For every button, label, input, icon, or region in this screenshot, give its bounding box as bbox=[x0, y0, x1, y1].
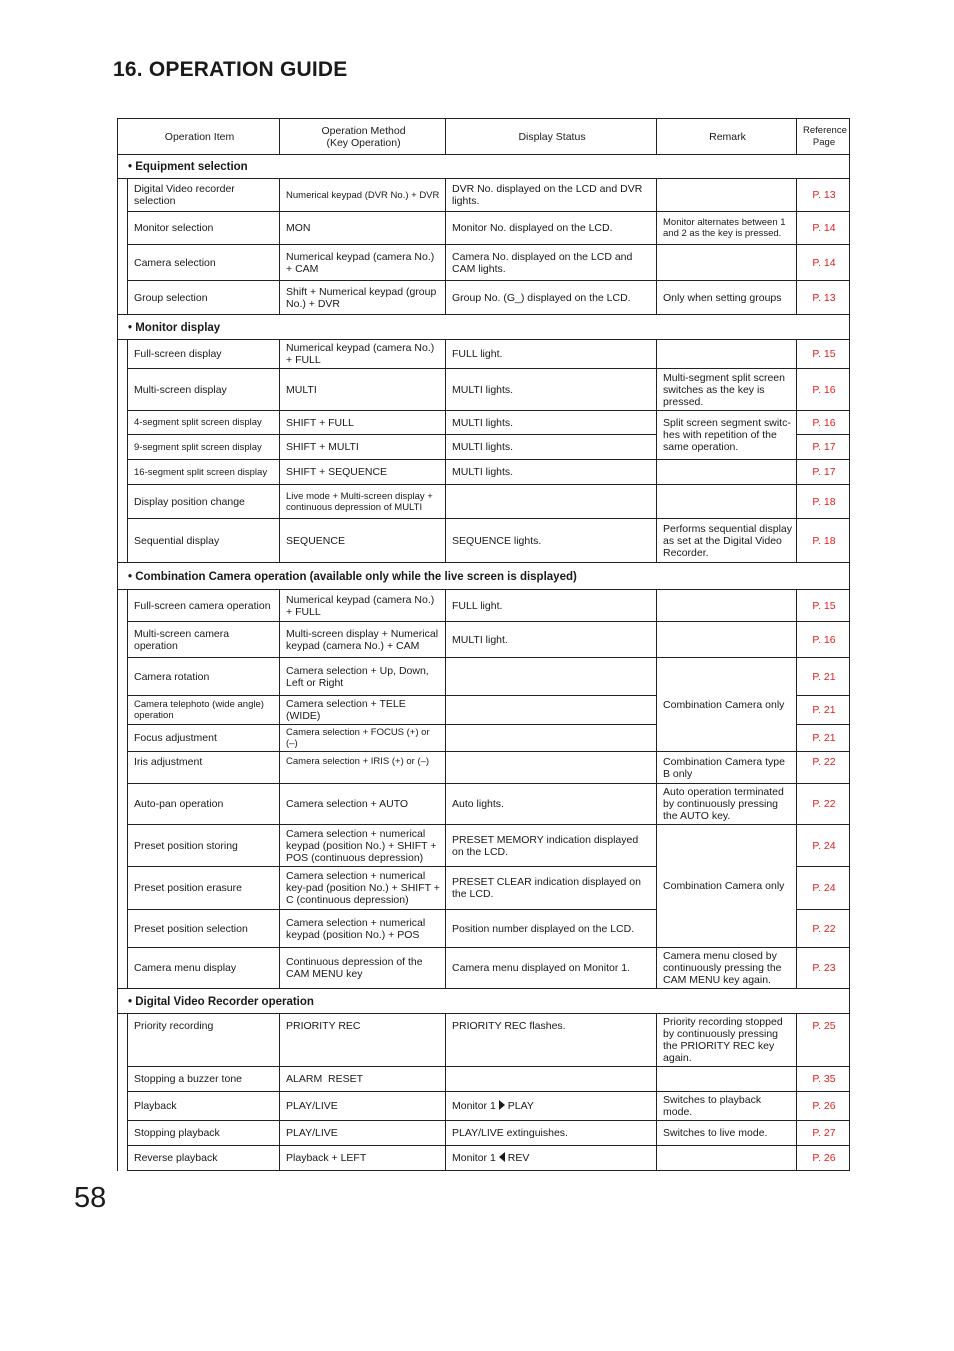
remark: Combination Camera type B only bbox=[657, 752, 797, 784]
remark bbox=[657, 1146, 797, 1171]
table-row bbox=[118, 1014, 850, 1067]
operation-method: Camera selection + FOCUS (+) or (–) bbox=[280, 725, 446, 752]
remark bbox=[657, 485, 797, 519]
reference-page: P. 26 bbox=[797, 1146, 850, 1171]
page-title: 16. OPERATION GUIDE bbox=[113, 58, 348, 81]
indent-gutter bbox=[118, 1014, 128, 1171]
operation-method: Multi-screen display + Numerical keypad (camera No.) + CAM bbox=[280, 622, 446, 658]
indent-gutter bbox=[118, 179, 128, 315]
operation-item: Priority recording bbox=[128, 1014, 280, 1067]
display-status: PRIORITY REC flashes. bbox=[446, 1014, 657, 1067]
display-status: Monitor No. displayed on the LCD. bbox=[446, 212, 657, 245]
display-status: Camera No. displayed on the LCD and CAM lights. bbox=[446, 245, 657, 281]
operation-method: Camera selection + Up, Down, Left or Right bbox=[280, 658, 446, 696]
display-status: Auto lights. bbox=[446, 784, 657, 825]
display-status bbox=[446, 658, 657, 696]
reference-page: P. 17 bbox=[797, 435, 850, 460]
remark bbox=[657, 340, 797, 369]
operation-method: Camera selection + TELE (WIDE) bbox=[280, 696, 446, 725]
table-row bbox=[118, 411, 850, 435]
section-combination-camera-operation: • Combination Camera operation (available only while the live screen is displayed) bbox=[118, 563, 850, 590]
remark: Switches to playback mode. bbox=[657, 1092, 797, 1121]
operation-item: Camera rotation bbox=[128, 658, 280, 696]
status-mode-label: REV bbox=[507, 1152, 530, 1164]
display-status: Position number displayed on the LCD. bbox=[446, 910, 657, 948]
display-status bbox=[446, 1146, 657, 1171]
remark: Multi-segment split screen switches as the key is pressed. bbox=[657, 369, 797, 411]
operation-method: Playback + LEFT bbox=[280, 1146, 446, 1171]
table-row bbox=[118, 1092, 850, 1121]
operation-method: Camera selection + numerical key-pad (position No.) + SHIFT + C (continuous depression) bbox=[280, 867, 446, 910]
operation-item: Group selection bbox=[128, 281, 280, 315]
section-digital-video-recorder-operation: • Digital Video Recorder operation bbox=[118, 989, 850, 1014]
operation-item: Camera selection bbox=[128, 245, 280, 281]
section-row bbox=[118, 315, 850, 340]
operation-item: Iris adjustment bbox=[128, 752, 280, 784]
display-status bbox=[446, 752, 657, 784]
display-status: PLAY/LIVE extinguishes. bbox=[446, 1121, 657, 1146]
remark: Combination Camera only bbox=[657, 658, 797, 752]
operation-method: MON bbox=[280, 212, 446, 245]
operation-method: Shift + Numerical keypad (group No.) + DVR bbox=[280, 281, 446, 315]
display-status bbox=[446, 485, 657, 519]
remark: Performs sequential display as set at the Digital Video Recorder. bbox=[657, 519, 797, 563]
display-status bbox=[446, 725, 657, 752]
table-row bbox=[118, 590, 850, 622]
display-status bbox=[446, 1067, 657, 1092]
table-row bbox=[118, 1067, 850, 1092]
display-status: MULTI lights. bbox=[446, 435, 657, 460]
status-monitor-label: Monitor 1 bbox=[452, 1100, 496, 1112]
triangle-right-icon bbox=[499, 1100, 505, 1110]
operation-method: Numerical keypad (camera No.) + FULL bbox=[280, 340, 446, 369]
operation-method: Live mode + Multi-screen display + continuous depression of MULTI bbox=[280, 485, 446, 519]
table-row bbox=[118, 281, 850, 315]
operation-method: Numerical keypad (camera No.) + FULL bbox=[280, 590, 446, 622]
reference-page: P. 23 bbox=[797, 948, 850, 989]
reference-page: P. 22 bbox=[797, 752, 850, 784]
reference-page: P. 13 bbox=[797, 179, 850, 212]
table-row bbox=[118, 340, 850, 369]
display-status bbox=[446, 696, 657, 725]
remark: Switches to live mode. bbox=[657, 1121, 797, 1146]
table-row bbox=[118, 658, 850, 696]
operation-item: Camera telephoto (wide angle) operation bbox=[128, 696, 280, 725]
operation-item: Focus adjustment bbox=[128, 725, 280, 752]
display-status: MULTI lights. bbox=[446, 369, 657, 411]
reference-page: P. 21 bbox=[797, 696, 850, 725]
operation-method: Camera selection + IRIS (+) or (–) bbox=[280, 752, 446, 784]
remark: Split screen segment switc-hes with repetition of the same operation. bbox=[657, 411, 797, 460]
operation-item: Auto-pan operation bbox=[128, 784, 280, 825]
remark: Combination Camera only bbox=[657, 825, 797, 948]
remark: Only when setting groups bbox=[657, 281, 797, 315]
operation-item: Stopping playback bbox=[128, 1121, 280, 1146]
operation-method: Camera selection + AUTO bbox=[280, 784, 446, 825]
reference-page: P. 18 bbox=[797, 485, 850, 519]
remark: Camera menu closed by continuously pressing the CAM MENU key again. bbox=[657, 948, 797, 989]
display-status: Group No. (G_) displayed on the LCD. bbox=[446, 281, 657, 315]
display-status: PRESET MEMORY indication displayed on the LCD. bbox=[446, 825, 657, 867]
table-row bbox=[118, 179, 850, 212]
display-status bbox=[446, 1092, 657, 1121]
operation-method: PLAY/LIVE bbox=[280, 1121, 446, 1146]
operation-item: Reverse playback bbox=[128, 1146, 280, 1171]
table-row bbox=[118, 948, 850, 989]
table-row bbox=[118, 485, 850, 519]
reference-page: P. 16 bbox=[797, 369, 850, 411]
indent-gutter bbox=[118, 590, 128, 989]
display-status: FULL light. bbox=[446, 340, 657, 369]
display-status: MULTI lights. bbox=[446, 460, 657, 485]
remark bbox=[657, 179, 797, 212]
reference-page: P. 14 bbox=[797, 212, 850, 245]
operation-method: MULTI bbox=[280, 369, 446, 411]
header-operation-item: Operation Item bbox=[118, 119, 280, 155]
display-status: MULTI light. bbox=[446, 622, 657, 658]
reference-page: P. 14 bbox=[797, 245, 850, 281]
header-remark: Remark bbox=[657, 119, 797, 155]
table-row bbox=[118, 752, 850, 784]
page-number: 58 bbox=[74, 1182, 107, 1214]
reference-page: P. 27 bbox=[797, 1121, 850, 1146]
reference-page: P. 21 bbox=[797, 658, 850, 696]
reference-page: P. 13 bbox=[797, 281, 850, 315]
indent-gutter bbox=[118, 340, 128, 563]
section-row bbox=[118, 563, 850, 590]
reference-page: P. 24 bbox=[797, 825, 850, 867]
table-row bbox=[118, 1146, 850, 1171]
operation-method: Camera selection + numerical keypad (position No.) + SHIFT + POS (continuous depression) bbox=[280, 825, 446, 867]
reference-page: P. 22 bbox=[797, 784, 850, 825]
operation-guide-table bbox=[117, 118, 850, 1171]
operation-item: Preset position selection bbox=[128, 910, 280, 948]
operation-item: Preset position storing bbox=[128, 825, 280, 867]
triangle-left-icon bbox=[499, 1152, 505, 1162]
operation-method: Numerical keypad (DVR No.) + DVR bbox=[280, 179, 446, 212]
display-status: DVR No. displayed on the LCD and DVR lights. bbox=[446, 179, 657, 212]
display-status: Camera menu displayed on Monitor 1. bbox=[446, 948, 657, 989]
reference-page: P. 21 bbox=[797, 725, 850, 752]
remark bbox=[657, 1067, 797, 1092]
operation-item: Digital Video recorder selection bbox=[128, 179, 280, 212]
reference-page: P. 16 bbox=[797, 622, 850, 658]
operation-method: SHIFT + MULTI bbox=[280, 435, 446, 460]
table-row bbox=[118, 784, 850, 825]
operation-method: PRIORITY REC bbox=[280, 1014, 446, 1067]
reference-page: P. 16 bbox=[797, 411, 850, 435]
section-row bbox=[118, 155, 850, 179]
table-row bbox=[118, 519, 850, 563]
table-header-row bbox=[118, 119, 850, 155]
operation-item: 9-segment split screen display bbox=[128, 435, 280, 460]
remark bbox=[657, 245, 797, 281]
display-status: MULTI lights. bbox=[446, 411, 657, 435]
table-row bbox=[118, 460, 850, 485]
operation-method: SEQUENCE bbox=[280, 519, 446, 563]
remark bbox=[657, 590, 797, 622]
table-row bbox=[118, 212, 850, 245]
reference-page: P. 22 bbox=[797, 910, 850, 948]
section-equipment-selection: • Equipment selection bbox=[118, 155, 850, 179]
reference-page: P. 15 bbox=[797, 590, 850, 622]
operation-item: Multi-screen display bbox=[128, 369, 280, 411]
remark bbox=[657, 622, 797, 658]
remark bbox=[657, 460, 797, 485]
operation-method: PLAY/LIVE bbox=[280, 1092, 446, 1121]
reference-page: P. 35 bbox=[797, 1067, 850, 1092]
display-status: FULL light. bbox=[446, 590, 657, 622]
table-row bbox=[118, 369, 850, 411]
reference-page: P. 15 bbox=[797, 340, 850, 369]
display-status: PRESET CLEAR indication displayed on the LCD. bbox=[446, 867, 657, 910]
remark: Priority recording stopped by continuously pressing the PRIORITY REC key again. bbox=[657, 1014, 797, 1067]
status-monitor-label: Monitor 1 bbox=[452, 1152, 496, 1164]
operation-item: 4-segment split screen display bbox=[128, 411, 280, 435]
operation-item: Multi-screen camera operation bbox=[128, 622, 280, 658]
operation-item: Monitor selection bbox=[128, 212, 280, 245]
operation-method: Continuous depression of the CAM MENU key bbox=[280, 948, 446, 989]
operation-item: Preset position erasure bbox=[128, 867, 280, 910]
section-row bbox=[118, 989, 850, 1014]
operation-item: Display position change bbox=[128, 485, 280, 519]
operation-item: Stopping a buzzer tone bbox=[128, 1067, 280, 1092]
operation-item: Camera menu display bbox=[128, 948, 280, 989]
display-status: SEQUENCE lights. bbox=[446, 519, 657, 563]
remark: Monitor alternates between 1 and 2 as the key is pressed. bbox=[657, 212, 797, 245]
operation-method: SHIFT + SEQUENCE bbox=[280, 460, 446, 485]
reference-page: P. 18 bbox=[797, 519, 850, 563]
section-monitor-display: • Monitor display bbox=[118, 315, 850, 340]
reference-page: P. 24 bbox=[797, 867, 850, 910]
operation-method: ALARM RESET bbox=[280, 1067, 446, 1092]
operation-item: Playback bbox=[128, 1092, 280, 1121]
operation-item: Full-screen display bbox=[128, 340, 280, 369]
operation-method: Numerical keypad (camera No.) + CAM bbox=[280, 245, 446, 281]
header-reference-page: Reference Page bbox=[797, 119, 850, 155]
operation-method: SHIFT + FULL bbox=[280, 411, 446, 435]
header-operation-method: Operation Method (Key Operation) bbox=[280, 119, 446, 155]
remark: Auto operation terminated by continuously pressing the AUTO key. bbox=[657, 784, 797, 825]
reference-page: P. 17 bbox=[797, 460, 850, 485]
table-row bbox=[118, 1121, 850, 1146]
header-display-status: Display Status bbox=[446, 119, 657, 155]
table-row bbox=[118, 622, 850, 658]
operation-item: Full-screen camera operation bbox=[128, 590, 280, 622]
operation-item: 16-segment split screen display bbox=[128, 460, 280, 485]
status-mode-label: PLAY bbox=[507, 1100, 534, 1112]
table-row bbox=[118, 825, 850, 867]
operation-method: Camera selection + numerical keypad (position No.) + POS bbox=[280, 910, 446, 948]
reference-page: P. 25 bbox=[797, 1014, 850, 1067]
table-row bbox=[118, 245, 850, 281]
reference-page: P. 26 bbox=[797, 1092, 850, 1121]
operation-item: Sequential display bbox=[128, 519, 280, 563]
